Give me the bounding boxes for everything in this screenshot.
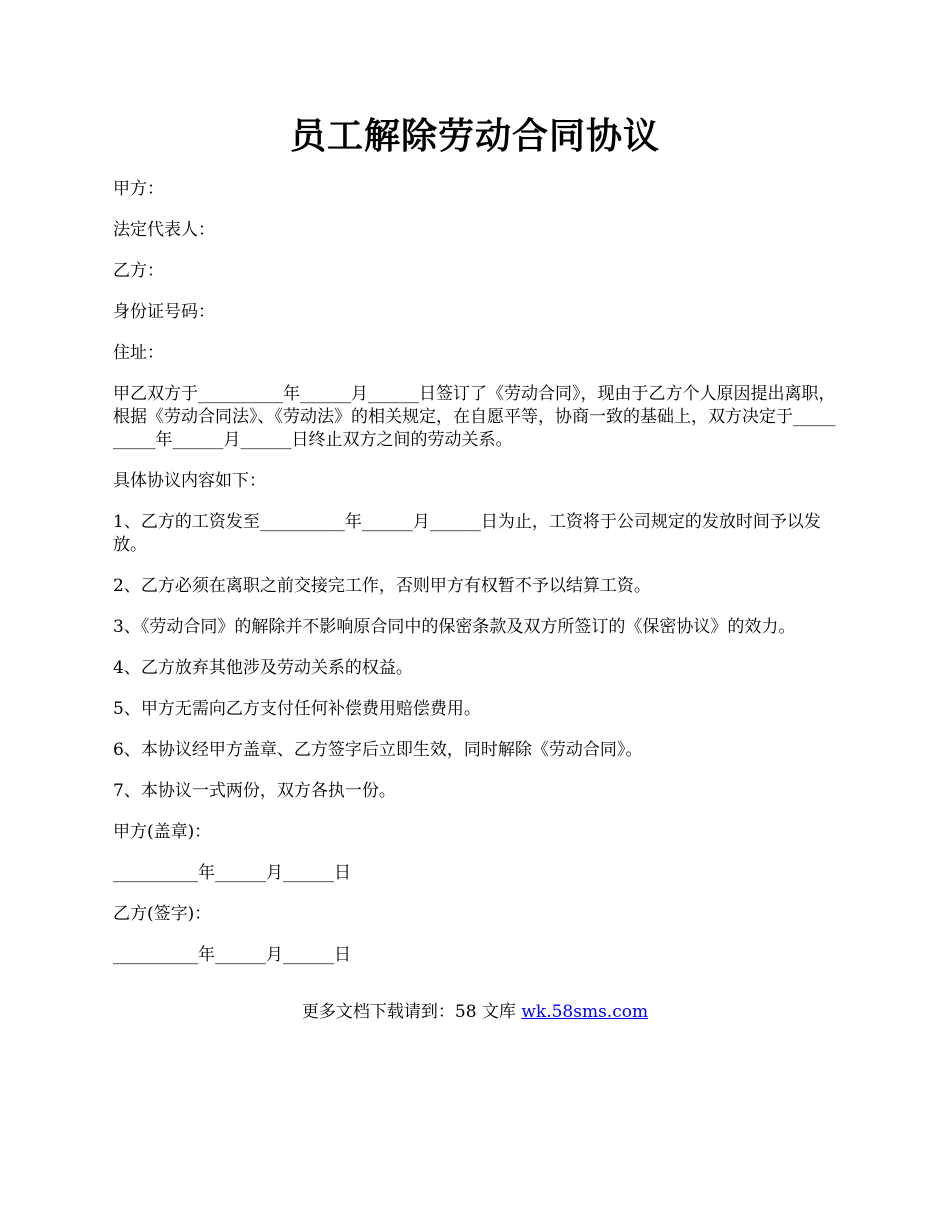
document-title: 员工解除劳动合同协议 [289,115,660,157]
clause-2: 2、乙方必须在离职之前交接完工作，否则甲方有权暂不予以结算工资。 [113,576,651,596]
clause-4: 4、乙方放弃其他涉及劳动关系的权益。 [113,658,413,678]
clause-6: 6、本协议经甲方盖章、乙方签字后立即生效，同时解除《劳动合同》。 [113,740,643,760]
party-a-seal-label: 甲方(盖章)： [113,822,212,842]
party-a-field: 甲方： [113,179,164,199]
document-body [113,178,843,985]
footer [0,1000,950,1024]
party-b-sign-label: 乙方(签字)： [113,904,212,924]
clause-1: 1、乙方的工资发至__________年______月______日为止，工资将于公司规定的发放时间予以发放。 [113,512,821,555]
clause-5: 5、甲方无需向乙方支付任何补偿费用赔偿费用。 [113,699,481,719]
clause-3: 3、《劳动合同》的解除并不影响原合同中的保密条款及双方所签订的《保密协议》的效力。 [113,617,796,637]
agreement-heading: 具体协议内容如下： [113,471,266,491]
party-b-date-line: __________年______月______日 [113,945,351,965]
address-field: 住址： [113,343,164,363]
party-b-field: 乙方： [113,261,164,281]
clause-7: 7、本协议一式两份，双方各执一份。 [113,781,396,801]
party-a-date-line: __________年______月______日 [113,863,351,883]
intro-paragraph: 甲乙双方于__________年______月______日签订了《劳动合同》，现由于乙方个人原因提出离职，根据《劳动合同法》、《劳动法》的相关规定，在自愿平等，协商一致的基础上，双方决定于__________年______月______日终止双方之间的劳动关系。 [113,384,836,450]
id-number-field: 身份证号码： [113,302,215,322]
footer-link[interactable]: wk.58sms.com [521,1002,649,1022]
footer-text: 更多文档下载请到：58 文库 [301,1002,522,1022]
legal-rep-field: 法定代表人： [113,220,215,240]
